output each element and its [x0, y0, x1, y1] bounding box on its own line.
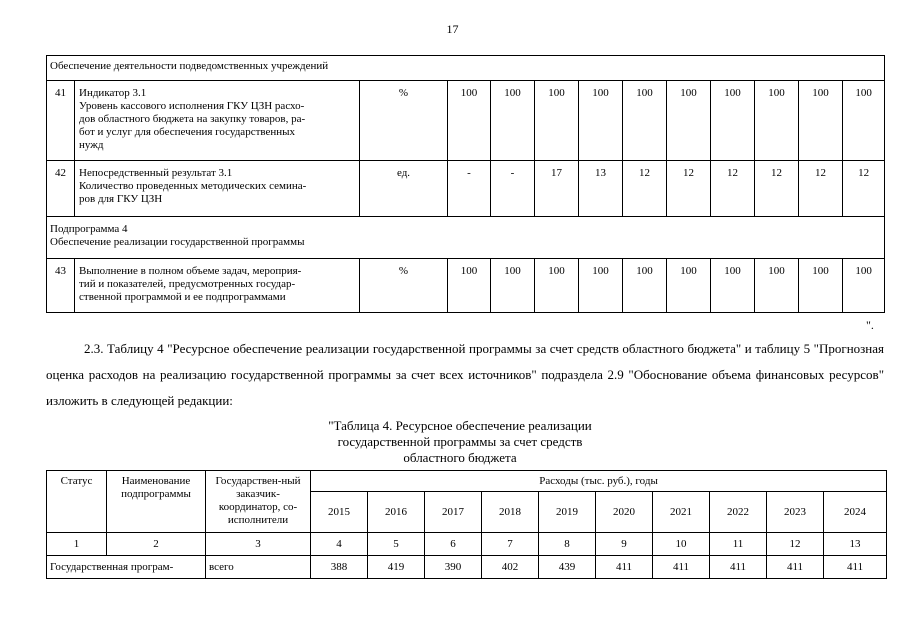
cell-value: 12 — [843, 161, 885, 217]
header-year: 2022 — [710, 492, 767, 533]
col-number: 1 — [47, 533, 107, 556]
header-customer: Государствен-ный заказчик-координатор, со-исполнители — [206, 471, 311, 533]
table-caption: "Таблица 4. Ресурсное обеспечение реализации государственной программы за счет средств областного бюджета — [328, 418, 592, 465]
cell-value: 411 — [824, 556, 887, 579]
cell-value: 100 — [535, 259, 579, 313]
col-number: 7 — [482, 533, 539, 556]
cell-value: 100 — [535, 81, 579, 161]
cell-value: 411 — [767, 556, 824, 579]
col-number: 2 — [107, 533, 206, 556]
cell-value: 100 — [579, 81, 623, 161]
table-row — [47, 259, 885, 313]
row-unit: ед. — [360, 161, 448, 217]
row-description: Выполнение в полном объеме задач, мероприя- тий и показателей, предусмотренных государ- ственной программой и ее подпрограммами — [75, 259, 360, 313]
cell-value: 411 — [596, 556, 653, 579]
col-number: 12 — [767, 533, 824, 556]
cell-value: 100 — [843, 81, 885, 161]
col-number: 5 — [368, 533, 425, 556]
table-row — [47, 556, 887, 579]
cell-value: 100 — [667, 259, 711, 313]
header-year: 2017 — [425, 492, 482, 533]
resource-table — [46, 470, 887, 579]
row-number: 41 — [47, 81, 75, 161]
cell-value: 411 — [653, 556, 710, 579]
cell-value: 419 — [368, 556, 425, 579]
header-year: 2023 — [767, 492, 824, 533]
col-number: 10 — [653, 533, 710, 556]
cell-value: 100 — [755, 259, 799, 313]
row-unit: % — [360, 259, 448, 313]
table-row — [47, 161, 885, 217]
cell-value: 100 — [491, 81, 535, 161]
body-paragraph: 2.3. Таблицу 4 "Ресурсное обеспечение реализации государственной программы за счет средств областного бюджета" и таблицу 5 "Прогнозная оценка расходов на реализацию государственной программы за счет всех источников" подраздела 2.9 "Обоснование объема финансовых ресурсов" изложить в следующей редакции: — [46, 341, 884, 408]
cell-value: 13 — [579, 161, 623, 217]
cell-value: - — [491, 161, 535, 217]
cell-value: 100 — [579, 259, 623, 313]
cell-value: 12 — [755, 161, 799, 217]
cell-value: 100 — [755, 81, 799, 161]
header-expenses: Расходы (тыс. руб.), годы — [311, 471, 887, 492]
table-section-row — [47, 56, 885, 81]
header-year: 2020 — [596, 492, 653, 533]
header-year: 2024 — [824, 492, 887, 533]
row-description: Индикатор 3.1 Уровень кассового исполнения ГКУ ЦЗН расхо- дов областного бюджета на закупку товаров, ра- бот и услуг для обеспечения государственных нужд — [75, 81, 360, 161]
cell-value: 12 — [711, 161, 755, 217]
cell-value: 100 — [711, 259, 755, 313]
row-number: 42 — [47, 161, 75, 217]
cell-value: 388 — [311, 556, 368, 579]
cell-value: 100 — [491, 259, 535, 313]
cell-value: 100 — [667, 81, 711, 161]
col-number: 3 — [206, 533, 311, 556]
cell-value: 100 — [623, 81, 667, 161]
col-number: 9 — [596, 533, 653, 556]
cell-value: 100 — [448, 81, 491, 161]
table-row — [47, 81, 885, 161]
cell-value: 402 — [482, 556, 539, 579]
col-number: 4 — [311, 533, 368, 556]
row-description: Непосредственный результат 3.1 Количество проведенных методических семина- ров для ГКУ ЦЗН — [75, 161, 360, 217]
header-year: 2018 — [482, 492, 539, 533]
header-year: 2019 — [539, 492, 596, 533]
header-name: Наименование подпрограммы — [107, 471, 206, 533]
row-number: 43 — [47, 259, 75, 313]
cell-value: 100 — [843, 259, 885, 313]
indicators-table — [46, 55, 885, 313]
closing-quote: ". — [866, 318, 874, 332]
header-year: 2021 — [653, 492, 710, 533]
row-status: Государственная програм- — [47, 556, 206, 579]
cell-value: - — [448, 161, 491, 217]
section-title: Обеспечение деятельности подведомственных учреждений — [47, 56, 885, 81]
cell-value: 390 — [425, 556, 482, 579]
cell-value: 17 — [535, 161, 579, 217]
table-section-row — [47, 217, 885, 259]
col-number: 11 — [710, 533, 767, 556]
header-year: 2015 — [311, 492, 368, 533]
row-customer: всего — [206, 556, 311, 579]
cell-value: 411 — [710, 556, 767, 579]
cell-value: 100 — [448, 259, 491, 313]
cell-value: 12 — [623, 161, 667, 217]
header-status: Статус — [47, 471, 107, 533]
column-numbers-row — [47, 533, 887, 556]
page-number: 17 — [446, 22, 459, 36]
cell-value: 12 — [799, 161, 843, 217]
cell-value: 100 — [799, 259, 843, 313]
cell-value: 100 — [799, 81, 843, 161]
cell-value: 439 — [539, 556, 596, 579]
header-year: 2016 — [368, 492, 425, 533]
cell-value: 12 — [667, 161, 711, 217]
col-number: 6 — [425, 533, 482, 556]
section-title: Подпрограмма 4 Обеспечение реализации государственной программы — [47, 217, 885, 259]
cell-value: 100 — [711, 81, 755, 161]
row-unit: % — [360, 81, 448, 161]
col-number: 13 — [824, 533, 887, 556]
col-number: 8 — [539, 533, 596, 556]
cell-value: 100 — [623, 259, 667, 313]
